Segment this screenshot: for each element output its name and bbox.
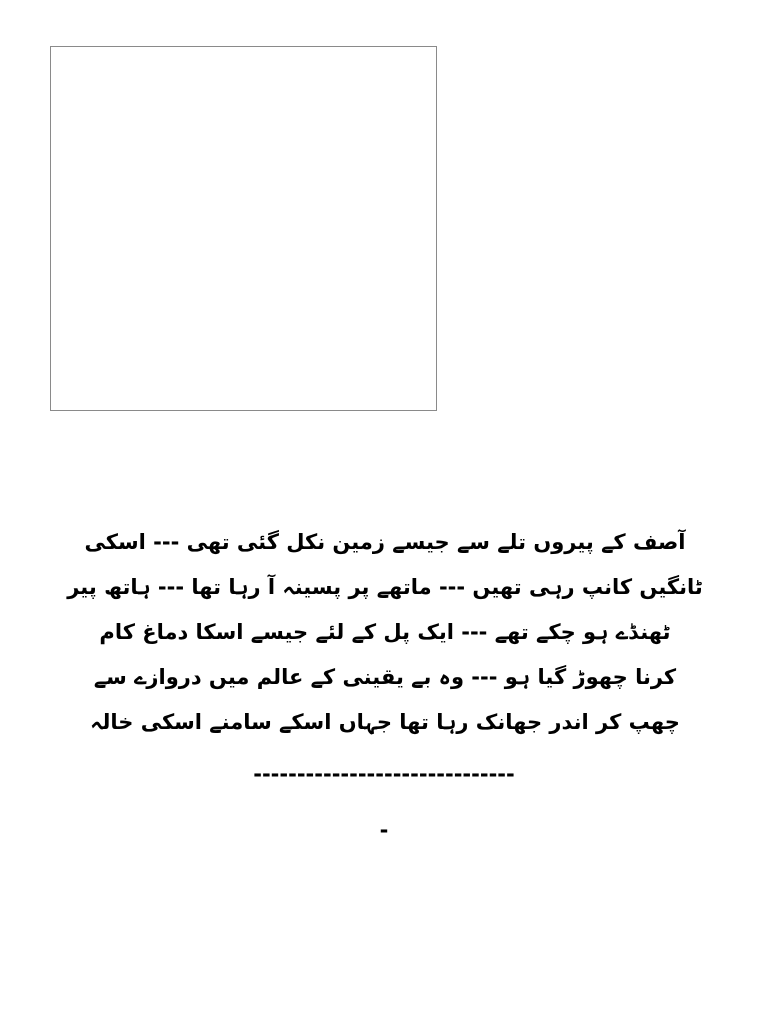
story-paragraph [40, 520, 730, 745]
paragraph-line: ٹھنڈے ہو چکے تھے --- ایک پل کے لئے جیسے اسکا دماغ کام [99, 620, 671, 644]
trailing-dash: - [379, 818, 389, 842]
paragraph-line: ٹانگیں کانپ رہی تھیں --- ماتھے پر پسینہ آ رہا تھا --- ہاتھ پیر [67, 575, 703, 599]
paragraph-line: کرنا چھوڑ گیا ہو --- وہ بے یقینی کے عالم میں دروازے سے [93, 665, 677, 689]
image-placeholder [50, 46, 437, 411]
paragraph-line: آصف کے پیروں تلے سے جیسے زمین نکل گئی تھی --- اسکی [84, 530, 686, 554]
paragraph-line: چھپ کر اندر جھانک رہا تھا جہاں اسکے سامنے اسکی خالہ [90, 710, 680, 734]
section-separator: ------------------------------ [253, 762, 515, 786]
